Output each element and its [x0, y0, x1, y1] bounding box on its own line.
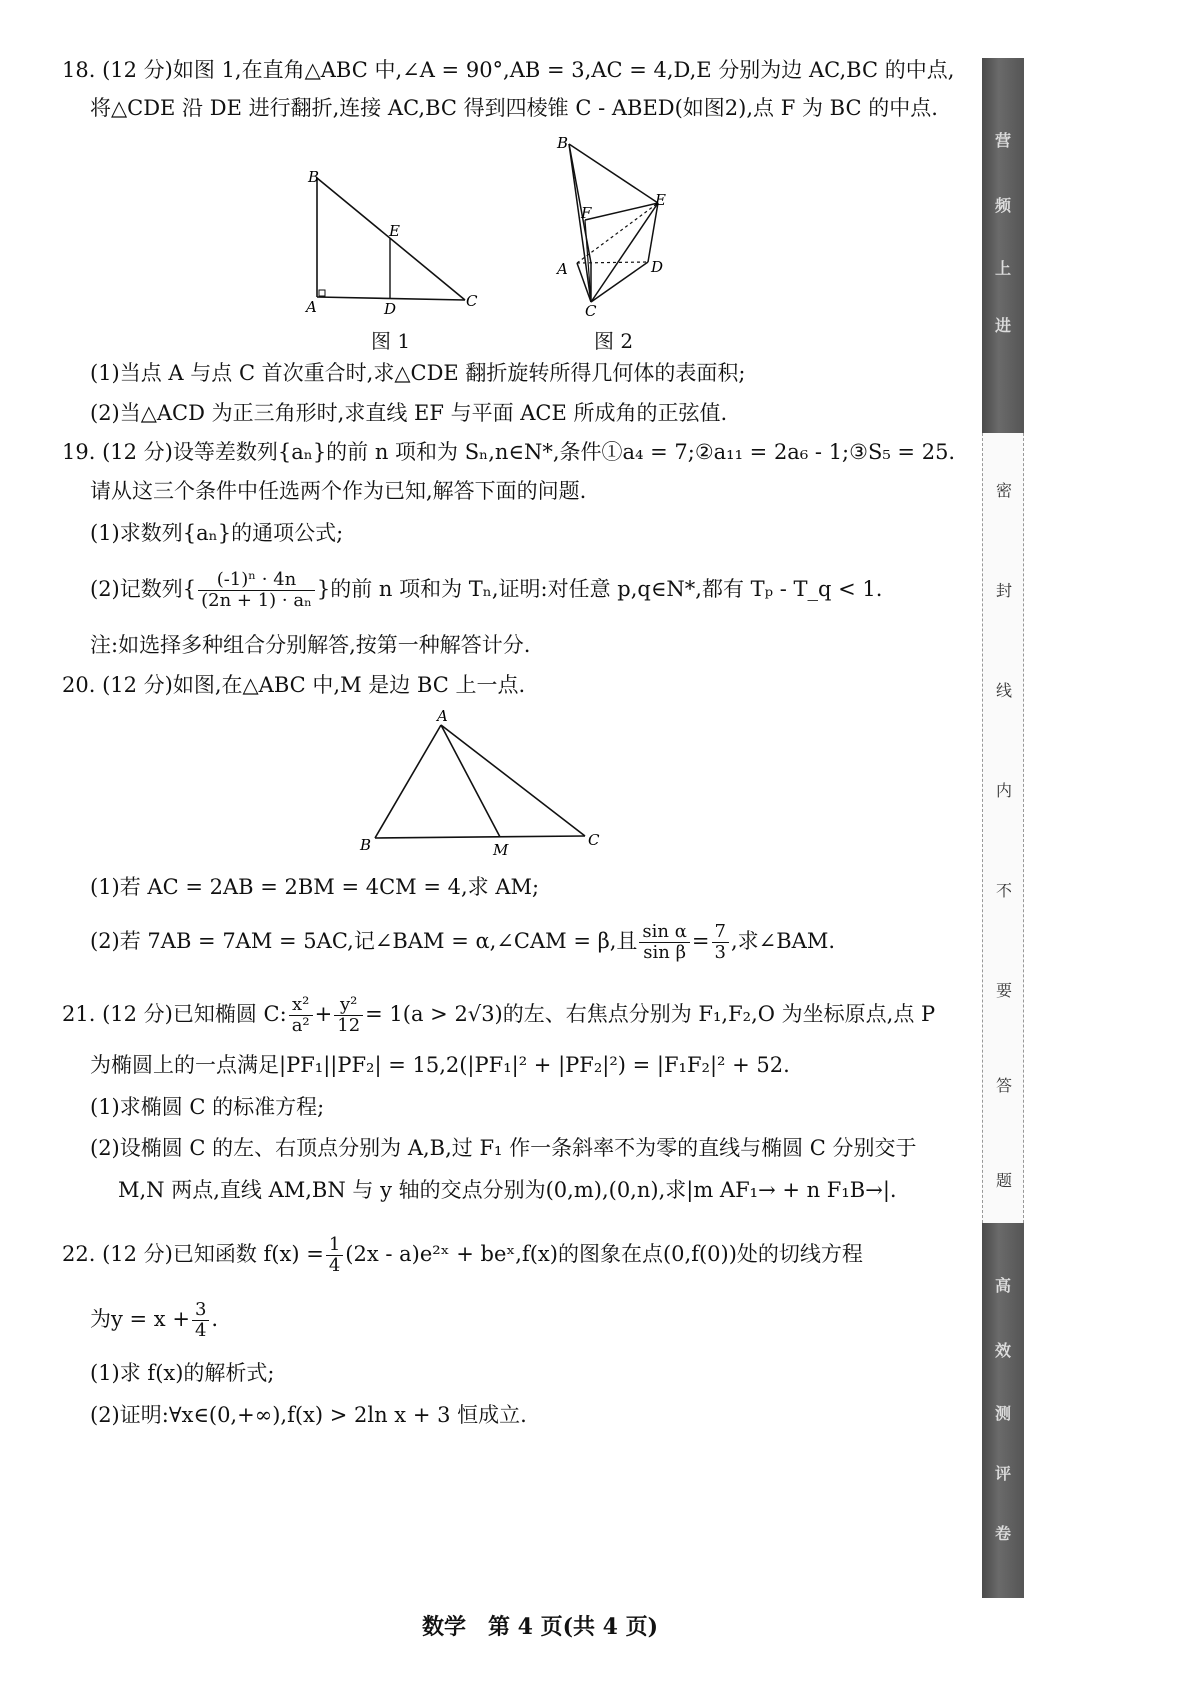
q18-figure2 [555, 130, 735, 320]
q19-part1: (1)求数列{aₙ}的通项公式; [90, 521, 344, 545]
q21-line1: 21. (12 分)已知椭圆 C: $\frac{\text{x²}}{\text{a²}}$ + $\frac{\text{y²}}{12}$ = 1(a > 2√3)的左、右焦点分别为 F₁,F₂,O 为坐标原点,点 P [62, 994, 936, 1036]
q19-line2: 请从这三个条件中任选两个作为已知,解答下面的问题. [90, 479, 587, 503]
q18-line2: 将△CDE 沿 DE 进行翻折,连接 AC,BC 得到四棱锥 C - ABED(如图2),点 F 为 BC 的中点. [90, 96, 938, 120]
q21-line2: 为椭圆上的一点满足|PF₁||PF₂| = 15,2(|PF₁|² + |PF₂|²) = |F₁F₂|² + 52. [90, 1053, 790, 1077]
binding-strip [982, 58, 1024, 1598]
q22-line1: 22. (12 分)已知函数 f(x) = $\frac{1}{4}$ (2x - a)e²ˣ + beˣ,f(x)的图象在点(0,f(0))处的切线方程 [62, 1234, 863, 1276]
svg-text:C: C [585, 302, 597, 320]
fig1-label-c: C [466, 292, 478, 310]
q19-note: 注:如选择多种组合分别解答,按第一种解答计分. [90, 633, 531, 657]
svg-text:M: M [493, 841, 509, 859]
binding-strip-bottom: 高 效 测 评 卷 [982, 1223, 1024, 1598]
q18-line1: 18. (12 分)如图 1,在直角△ABC 中,∠A = 90°,AB = 3,AC = 4,D,E 分别为边 AC,BC 的中点, [62, 58, 955, 82]
fig2-caption: 图 2 [594, 329, 634, 353]
q20-part1: (1)若 AC = 2AB = 2BM = 4CM = 4,求 AM; [90, 875, 540, 899]
fig1-right-angle [319, 290, 325, 296]
page-footer: 数学 第 4 页(共 4 页) [421, 1614, 659, 1640]
q19-fraction: $\frac{\text{(-1)ⁿ · 4n}}{\text{(2n + 1) · aₙ}}$ [198, 570, 315, 611]
q20-figure [355, 705, 615, 865]
svg-text:B: B [360, 836, 372, 854]
q20-line1: 20. (12 分)如图,在△ABC 中,M 是边 BC 上一点. [62, 673, 526, 697]
q19-part2: (2)记数列{ $\frac{\text{(-1)ⁿ · 4n}}{\text{(2n + 1) · aₙ}}$ }的前 n 项和为 Tₙ,证明:对任意 p,q∈N*,都有 Tₚ - T_q < 1. [90, 569, 883, 611]
q21-part2-line2: M,N 两点,直线 AM,BN 与 y 轴的交点分别为(0,m),(0,n),求|m AF₁→ + n F₁B→|. [118, 1178, 897, 1202]
q22-part1: (1)求 f(x)的解析式; [90, 1361, 275, 1385]
binding-strip-middle: 密 封 线 内 不 要 答 题 [982, 433, 1024, 1223]
svg-text:C: C [588, 831, 600, 849]
svg-text:B: B [557, 134, 569, 152]
svg-text:A: A [557, 260, 568, 278]
q18-part2: (2)当△ACD 为正三角形时,求直线 EF 与平面 ACE 所成角的正弦值. [90, 401, 728, 425]
fig1-label-b: B [308, 168, 320, 186]
q21-part2-line1: (2)设椭圆 C 的左、右顶点分别为 A,B,过 F₁ 作一条斜率不为零的直线与椭圆 C 分别交于 [90, 1136, 917, 1160]
svg-text:E: E [655, 191, 666, 209]
q18-part1: (1)当点 A 与点 C 首次重合时,求△CDE 翻折旋转所得几何体的表面积; [90, 361, 746, 385]
fig1-label-a: A [306, 298, 317, 316]
q22-part2: (2)证明:∀x∈(0,+∞),f(x) > 2ln x + 3 恒成立. [90, 1403, 527, 1427]
svg-text:D: D [651, 258, 664, 276]
svg-text:A: A [437, 707, 448, 725]
q20-part2: (2)若 7AB = 7AM = 5AC,记∠BAM = α,∠CAM = β,且 $\frac{\text{sin α}}{\text{sin β}}$ = $\frac{7}{3}$ ,求∠BAM. [90, 921, 835, 963]
q19-line1: 19. (12 分)设等差数列{aₙ}的前 n 项和为 Sₙ,n∈N*,条件①a₄ = 7;②a₁₁ = 2a₆ - 1;③S₅ = 25. [62, 440, 956, 464]
binding-strip-top: 营 频 上 进 [982, 58, 1024, 433]
q22-line2: 为y = x + $\frac{3}{4}$ . [90, 1299, 219, 1341]
fig1-caption: 图 1 [371, 329, 411, 353]
q21-part1: (1)求椭圆 C 的标准方程; [90, 1095, 325, 1119]
q18-figure1 [300, 160, 500, 325]
fig1-label-d: D [384, 300, 397, 318]
fig1-label-e: E [389, 222, 400, 240]
svg-text:F: F [581, 204, 592, 222]
